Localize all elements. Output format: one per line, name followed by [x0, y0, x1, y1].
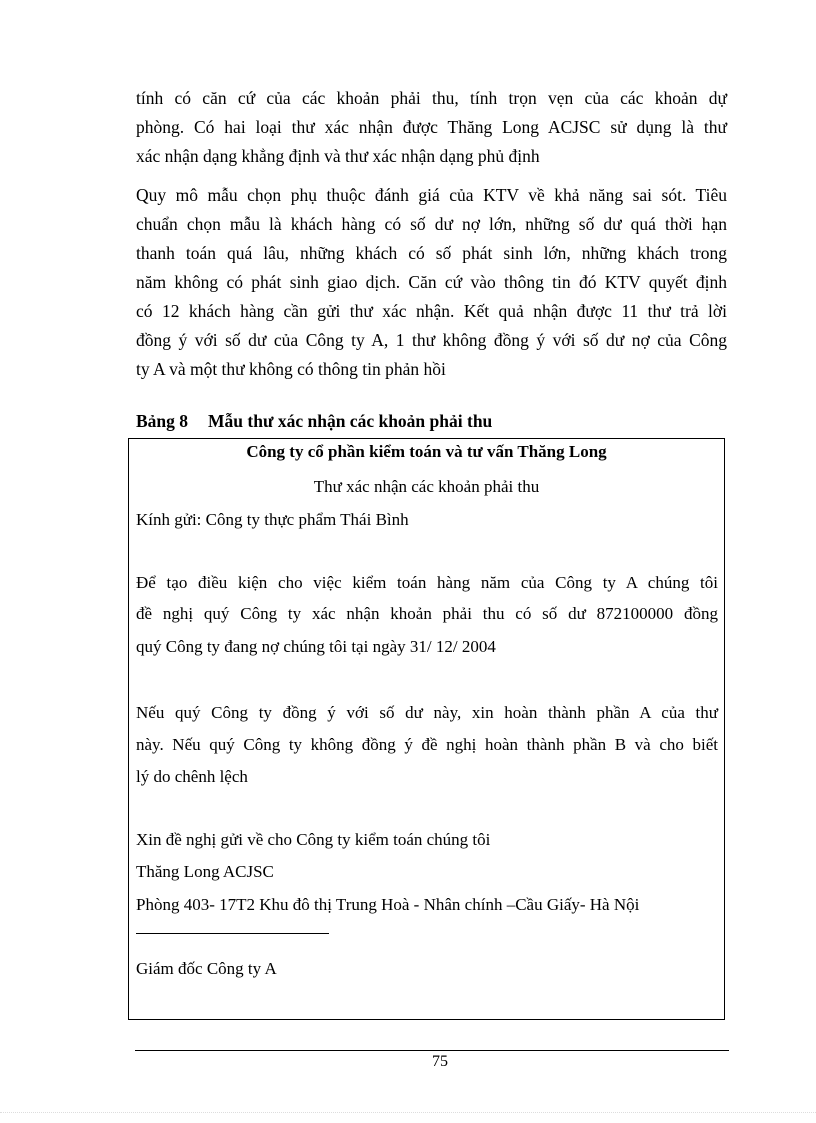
signature-line: [136, 933, 329, 934]
letter-signer: Giám đốc Công ty A: [136, 959, 277, 978]
table-caption-title: Mẫu thư xác nhận các khoản phải thu: [208, 411, 493, 431]
sample-line: năm không có phát sinh giao dịch. Căn cứ vào thông tin đó KTV quyết định: [136, 272, 727, 292]
letter-instruction-line: lý do chênh lệch: [136, 767, 248, 786]
sample-line: thanh toán quá lâu, những khách có số phát sinh lớn, những khách trong: [136, 243, 727, 263]
intro-line: phòng. Có hai loại thư xác nhận được Thăng Long ACJSC sử dụng là thư: [136, 117, 727, 137]
page-number: 75: [432, 1053, 448, 1070]
sample-line: Quy mô mẫu chọn phụ thuộc đánh giá của KTV về khả năng sai sót. Tiêu: [136, 185, 727, 205]
sample-line: có 12 khách hàng cần gửi thư xác nhận. Kết quả nhận được 11 thư trả lời: [136, 301, 727, 321]
letter-request-line: đề nghị quý Công ty xác nhận khoản phải thu có số dư 872100000 đồng: [136, 604, 718, 623]
letter-request-line: Để tạo điều kiện cho việc kiểm toán hàng năm của Công ty A chúng tôi: [136, 573, 718, 592]
letter-request-line: quý Công ty đang nợ chúng tôi tại ngày 31/ 12/ 2004: [136, 637, 496, 656]
sample-line: chuẩn chọn mẫu là khách hàng có số dư nợ lớn, những số dư quá thời hạn: [136, 214, 727, 234]
letter-subject: Thư xác nhận các khoản phải thu: [313, 477, 540, 496]
table-caption: [136, 408, 492, 434]
intro-line: xác nhận dạng khẳng định và thư xác nhận dạng phủ định: [136, 146, 540, 166]
page-bottom-border: [0, 1112, 816, 1113]
letter-auditor-name: Thăng Long ACJSC: [136, 862, 274, 881]
footer-divider: [135, 1050, 729, 1051]
sample-paragraph: [136, 181, 727, 384]
letter-addressee: Kính gửi: Công ty thực phẩm Thái Bình: [136, 510, 409, 529]
intro-line: tính có căn cứ của các khoản phải thu, tính trọn vẹn của các khoản dự: [136, 88, 727, 108]
letter-company: Công ty cổ phần kiểm toán và tư vấn Thăng Long: [246, 442, 607, 461]
intro-paragraph: [136, 84, 727, 171]
letter-auditor-address: Phòng 403- 17T2 Khu đô thị Trung Hoà - Nhân chính –Cầu Giấy- Hà Nội: [136, 895, 640, 914]
sample-line: ty A và một thư không có thông tin phản hồi: [136, 359, 446, 379]
table-caption-label: Bảng 8: [136, 411, 189, 431]
letter-return-line: Xin đề nghị gửi về cho Công ty kiểm toán chúng tôi: [136, 830, 491, 849]
letter-instruction-line: Nếu quý Công ty đồng ý với số dư này, xin hoàn thành phần A của thư: [136, 703, 718, 722]
sample-line: đồng ý với số dư của Công ty A, 1 thư không đồng ý với số dư nợ của Công: [136, 330, 727, 350]
confirmation-letter-box: [128, 438, 725, 1020]
letter-instruction-line: này. Nếu quý Công ty không đồng ý đề nghị hoàn thành phần B và cho biết: [136, 735, 718, 754]
